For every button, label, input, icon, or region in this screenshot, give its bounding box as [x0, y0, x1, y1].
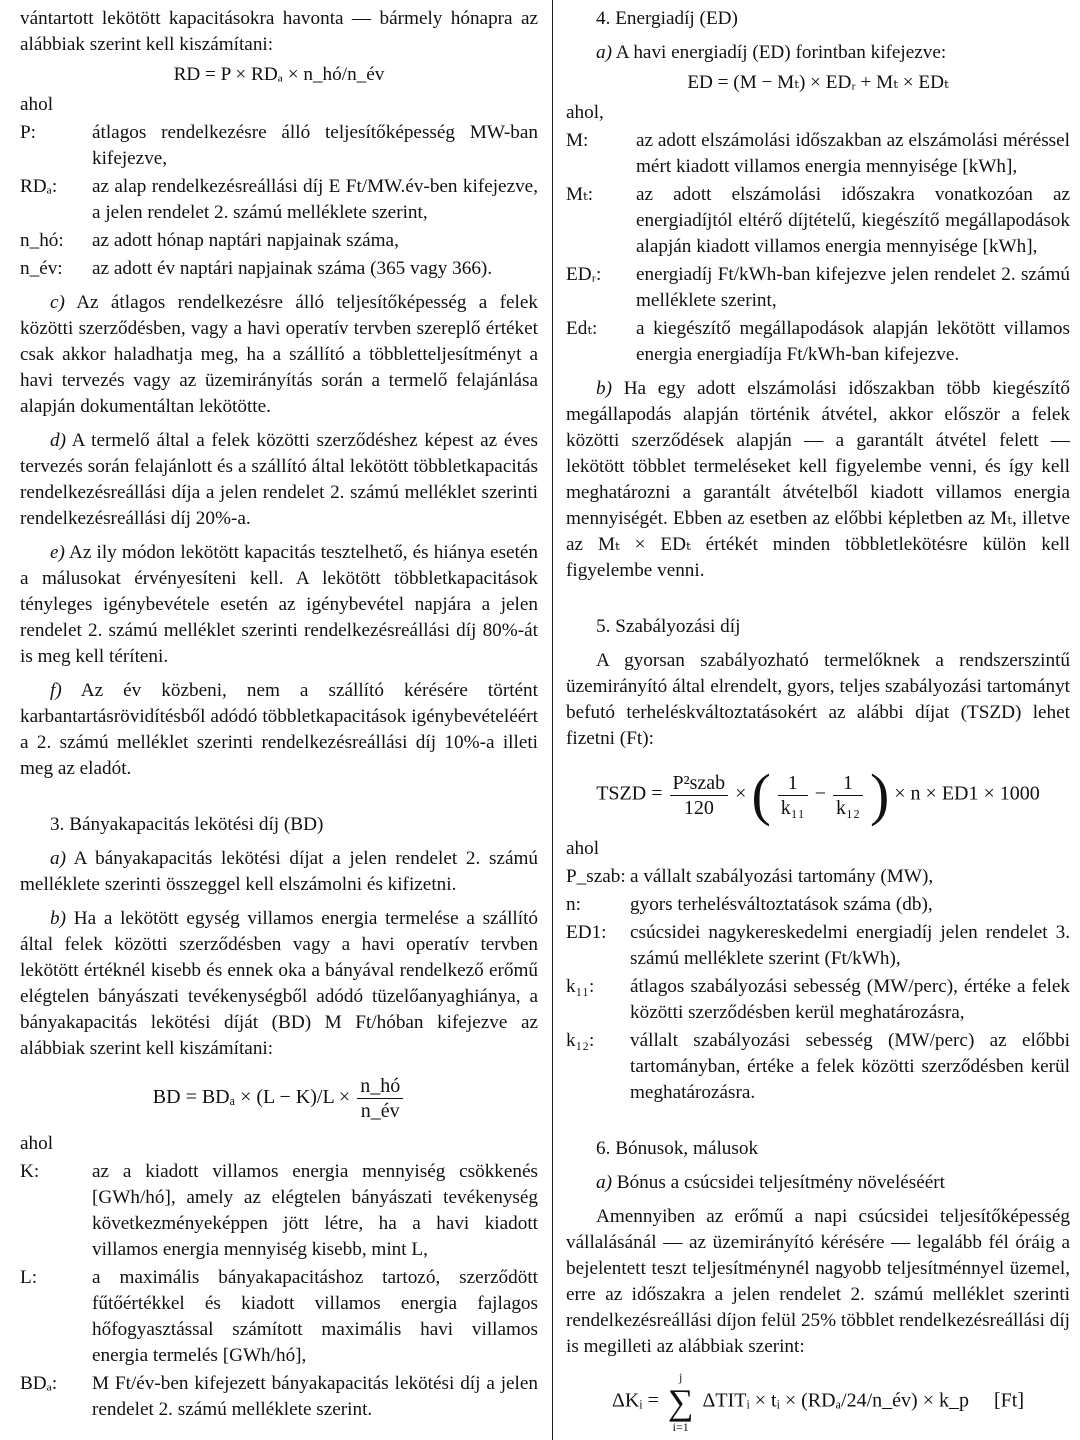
- fraction-numerator: 1: [833, 771, 863, 796]
- paragraph-text: Ha egy adott elszámolási időszakban több kiegészítő megállapodás alapján történik átvétel, akkor először a felek közötti szerződések alapján — a garantált átvétel felett — lekötött többlet termeléseket kell figyelembe venni, és így kell meghatározni a garantált átvételből kiadott villamos energia mennyiségét. Ebben az esetben az előbbi képletben az Mₜ, illetve az Mₜ × EDₜ értékét minden többletlekötésre külön kell figyelembe venni.: [566, 378, 1071, 581]
- minus-sign: −: [814, 782, 826, 805]
- paragraph-6a: [566, 1170, 1070, 1196]
- sum-lower-limit: i=1: [672, 1420, 689, 1434]
- section-heading-5: 5. Szabályozási díj: [596, 616, 741, 637]
- definition-item: [20, 1265, 538, 1369]
- fraction-numerator: 1: [778, 771, 808, 796]
- item-label: a): [596, 42, 612, 63]
- rd-formula: RD = P × RDₐ × n_hó/n_év: [173, 64, 385, 85]
- paragraph-c: [20, 290, 538, 420]
- intro-paragraph: vántartott lekötött kapacitásokra havonta — bármely hónapra az alábbiak szerint kell kiszámítani:: [20, 8, 538, 55]
- paragraph-e: [20, 540, 538, 670]
- delta-k-formula: [566, 1370, 1070, 1434]
- definition-text: a maximális bányakapacitáshoz tartozó, szerződött fűtőértékkel és kiadott villamos energia fajlagos hőfogyasztással számított maximális havi villamos energia termelés [GWh/hó],: [92, 1267, 538, 1366]
- definition-symbol: P:: [20, 122, 37, 143]
- definition-symbol: k₁₁:: [566, 976, 595, 997]
- ahol-label: ahol,: [566, 102, 604, 123]
- fraction-numerator: n_hó: [357, 1074, 403, 1099]
- section-heading-3: 3. Bányakapacitás lekötési díj (BD): [50, 814, 324, 835]
- fraction: [778, 771, 808, 820]
- definition-text: vállalt szabályozási sebesség (MW/perc) az előbbi tartományban, értéke a felek közötti szerződésben kerül meghatározásra.: [630, 1030, 1070, 1103]
- definition-text: az a kiadott villamos energia mennyiség csökkenés [GWh/hó], amely az elégtelen bányászati tevékenység következményeképpen jött létre, ha a havi kiadott villamos energia mennyiség kisebb, mint L,: [92, 1161, 538, 1260]
- section-heading-6: 6. Bónusok, málusok: [596, 1138, 759, 1159]
- column-divider: [552, 0, 553, 1440]
- definition-item: [566, 974, 1070, 1026]
- paragraph-text: Ha a lekötött egység villamos energia termelése a szállító által felek közötti szerződésben vagy a havi operatív tervben lekötött értéknél kisebb és ennek oka a bányával rendelkező erőmű elégtelen bányászati tevékenységből adódó tüzelőanyaghiánya, a bányakapacitás lekötési díját (BD) M Ft/hóban kifejezve az alábbiak szerint kell kiszámítani:: [20, 908, 538, 1059]
- definition-symbol: RDₐ:: [20, 176, 58, 197]
- item-label: b): [596, 378, 612, 399]
- item-label: e): [50, 542, 65, 563]
- definition-text: az adott elszámolási időszakra vonatkozóan az energiadíjtól eltérő díjtételű, kiegészítő megállapodások alapján kiadott villamos energia mennyisége [kWh],: [636, 184, 1070, 257]
- section-heading-4: 4. Energiadíj (ED): [596, 8, 738, 29]
- formula-lhs: BD = BDₐ × (L − K)/L ×: [152, 1086, 351, 1109]
- fraction: [670, 771, 729, 820]
- fraction-denominator: n_év: [360, 1100, 400, 1122]
- definition-text: átlagos rendelkezésre álló teljesítőképesség MW-ban kifejezve,: [92, 122, 538, 169]
- definition-symbol: Edₜ:: [566, 318, 598, 339]
- formula-rhs: ΔTITᵢ × tᵢ × (RDₐ/24/n_év) × k_p: [702, 1389, 969, 1412]
- bd-formula: [20, 1074, 538, 1123]
- fraction-denominator: 120: [683, 796, 714, 819]
- definition-symbol: n_év:: [20, 258, 63, 279]
- paragraph-3a: [20, 846, 538, 898]
- definition-item: [20, 174, 538, 226]
- definition-symbol: k₁₂:: [566, 1030, 595, 1051]
- paragraph-text: Az év közbeni, nem a szállító kérésére történt karbantartásrövidítésből adódó többletkapacitások igénybevételéért a 2. számú melléklet szerinti rendelkezésreállási díj 10%-a illeti meg az eladót.: [20, 680, 538, 779]
- tszd-formula: [566, 762, 1070, 827]
- paragraph-text: Bónus a csúcsidei teljesítmény növeléséért: [616, 1172, 946, 1193]
- definition-item: [20, 228, 538, 254]
- paragraph-f: [20, 678, 538, 782]
- fraction-denominator: k₁₁: [780, 796, 805, 819]
- definition-item: [566, 262, 1070, 314]
- definition-text: átlagos szabályozási sebesség (MW/perc), értéke a felek közötti szerződésben kerül meghatározásra,: [630, 976, 1070, 1023]
- definition-symbol: EDᵣ:: [566, 264, 602, 285]
- paragraph-4b: [566, 376, 1070, 584]
- definition-item: [20, 256, 538, 282]
- definitions-rd: [20, 120, 538, 282]
- definition-text: az adott hónap naptári napjainak száma,: [92, 230, 399, 251]
- ahol-label: ahol: [566, 838, 600, 859]
- definition-symbol: K:: [20, 1161, 40, 1182]
- sum-upper-limit: j: [679, 1370, 683, 1384]
- right-column: [566, 6, 1070, 1434]
- fraction: [357, 1074, 403, 1123]
- item-label: c): [50, 292, 65, 313]
- formula-lhs: TSZD =: [596, 782, 663, 805]
- definition-symbol: L:: [20, 1267, 38, 1288]
- item-label: b): [50, 908, 66, 929]
- paragraph-d: [20, 428, 538, 532]
- close-paren: ): [869, 762, 890, 827]
- paragraph-4a: [566, 40, 1070, 66]
- definitions-ed: [566, 128, 1070, 368]
- ed-formula: ED = (M − Mₜ) × EDᵣ + Mₜ × EDₜ: [687, 72, 949, 93]
- times-sign: ×: [735, 782, 747, 805]
- definition-text: csúcsidei nagykereskedelmi energiadíj jelen rendelet 3. számú melléklete szerint (Ft/kWh),: [630, 922, 1070, 969]
- definition-item: [566, 892, 1070, 918]
- formula-rhs: × n × ED1 × 1000: [894, 782, 1040, 805]
- definition-text: az adott elszámolási időszakban az elszámolási méréssel mért kiadott villamos energia mennyisége [kWh],: [636, 130, 1070, 177]
- definition-text: a vállalt szabályozási tartomány (MW),: [630, 866, 934, 887]
- ahol-label: ahol: [20, 1133, 54, 1154]
- definition-symbol: Mₜ:: [566, 184, 594, 205]
- item-label: d): [50, 430, 66, 451]
- definition-symbol: BDₐ:: [20, 1373, 58, 1394]
- definition-item: [20, 1371, 538, 1423]
- definitions-tszd: [566, 864, 1070, 1106]
- formula-lhs: ΔKᵢ =: [612, 1389, 659, 1412]
- ahol-label: ahol: [20, 94, 54, 115]
- definition-item: [566, 1028, 1070, 1106]
- definition-item: [566, 182, 1070, 260]
- definition-symbol: n:: [566, 894, 581, 915]
- paragraph-text: A havi energiadíj (ED) forintban kifejezve:: [615, 42, 947, 63]
- definitions-bd: [20, 1159, 538, 1423]
- left-column: [20, 6, 538, 1423]
- item-label: f): [50, 680, 62, 701]
- definition-text: az adott év naptári napjainak száma (365 vagy 366).: [92, 258, 493, 279]
- definition-item: [20, 1159, 538, 1263]
- definition-text: a kiegészítő megállapodások alapján lekötött villamos energia energiadíja Ft/kWh-ban kifejezve.: [636, 318, 1070, 365]
- paragraph-5: A gyorsan szabályozható termelőknek a rendszerszintű üzemirányító által elrendelt, gyors, teljes szabályozási tartományt befutó terheléskváltoztatásokért az alábbi díjat (TSZD) lehet fizetni (Ft):: [566, 650, 1070, 749]
- definition-text: energiadíj Ft/kWh-ban kifejezve jelen rendelet 2. számú melléklete szerint,: [636, 264, 1070, 311]
- definition-symbol: P_szab:: [566, 866, 626, 887]
- definition-item: [566, 920, 1070, 972]
- fraction-numerator: P²szab: [670, 771, 729, 796]
- definition-item: [566, 864, 1070, 890]
- definition-item: [566, 128, 1070, 180]
- item-label: a): [50, 848, 66, 869]
- definition-symbol: n_hó:: [20, 230, 64, 251]
- paragraph-3b: [20, 906, 538, 1062]
- fraction-denominator: k₁₂: [836, 796, 860, 819]
- sum-symbol: [668, 1370, 694, 1434]
- formula-unit: [Ft]: [994, 1389, 1024, 1412]
- definition-text: M Ft/év-ben kifejezett bányakapacitás lekötési díj a jelen rendelet 2. számú melléklete szerint.: [92, 1373, 538, 1420]
- paragraph-text: A bányakapacitás lekötési díjat a jelen rendelet 2. számú melléklete szerinti összeggel kell elszámolni és kifizetni.: [20, 848, 538, 895]
- definition-item: [566, 316, 1070, 368]
- definition-symbol: M:: [566, 130, 589, 151]
- paragraph-text: A termelő által a felek közötti szerződéshez képest az éves tervezés során felajánlott és a szállító által lekötött többletkapacitás rendelkezésreállási díja a jelen rendelet 2. számú melléklet szerinti rendelkezésreállási díj 20%-a.: [20, 430, 538, 529]
- paragraph-6: Amennyiben az erőmű a napi csúcsidei teljesítőképesség vállalásánál — az üzemirányító kérésére — legalább fél óráig a bejelentett teszt teljesítménynél nagyobb teljesítménnyel üzemel, erre az időszakra a jelen rendelet 2. számú melléklet szerinti rendelkezésreállási díjon felül 25% többlet rendelkezésreállási díj is megilleti az alábbiak szerint:: [566, 1206, 1070, 1357]
- sigma-glyph: ∑: [667, 1382, 694, 1422]
- definition-item: [20, 120, 538, 172]
- definition-text: az alap rendelkezésreállási díj E Ft/MW.év-ben kifejezve, a jelen rendelet 2. számú melléklete szerint,: [92, 176, 538, 223]
- fraction: [833, 771, 863, 820]
- paragraph-text: Az átlagos rendelkezésre álló teljesítőképesség a felek közötti szerződésben, vagy a havi operatív tervben szereplő értéket csak akkor haladhatja meg, ha a szállító a többletteljesítményt a havi tervezés vagy az üzemirányítás során a termelő felajánlása alapján dokumentáltan lekötötte.: [20, 292, 538, 417]
- definition-text: gyors terhelésváltoztatások száma (db),: [630, 894, 933, 915]
- open-paren: (: [751, 762, 771, 827]
- definition-symbol: ED1:: [566, 922, 607, 943]
- item-label: a): [596, 1172, 612, 1193]
- paragraph-text: Az ily módon lekötött kapacitás tesztelhető, és hiánya esetén a málusokat érvényesíteni kell. A lekötött többletkapacitások tényleges igénybevétele esetén az igénybevétel napjára a jelen rendelet 2. számú melléklet szerinti rendelkezésreállási díj 80%-át is meg kell téríteni.: [20, 542, 538, 667]
